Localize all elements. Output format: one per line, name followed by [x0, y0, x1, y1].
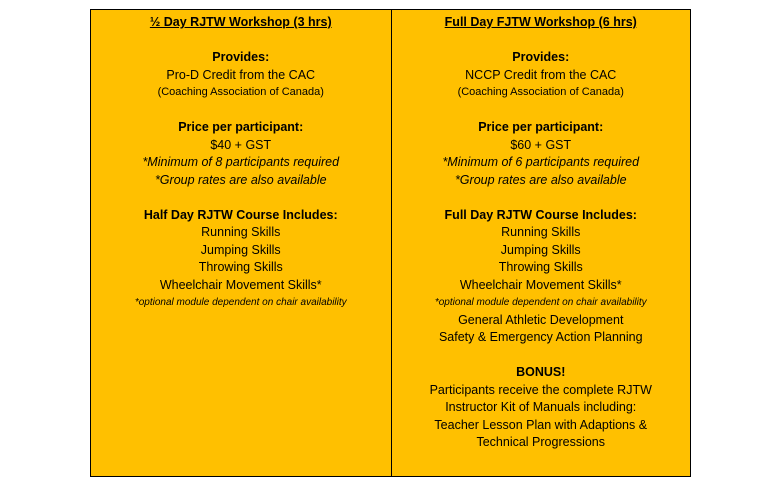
full-day-include-item: Running Skills — [501, 225, 581, 239]
full-day-provides-heading: Provides: — [512, 50, 570, 64]
full-day-include-item: Jumping Skills — [500, 242, 581, 257]
full-day-bonus-line: Instructor Kit of Manuals including: — [445, 400, 637, 414]
full-day-bonus-line: Teacher Lesson Plan with Adaptions & — [434, 417, 648, 432]
full-day-price: $60 + GST — [510, 137, 572, 152]
half-day-title: ½ Day RJTW Workshop (3 hrs) — [149, 15, 332, 29]
full-day-bonus-line: Participants receive the complete RJTW — [429, 382, 652, 397]
half-day-include-item: Throwing Skills — [198, 260, 283, 274]
full-day-extra-include-item: General Athletic Development — [458, 312, 624, 327]
half-day-credit: Pro-D Credit from the CAC — [166, 67, 316, 82]
half-day-optional-note: *optional module dependent on chair availability — [134, 297, 347, 308]
full-day-minimum: *Minimum of 6 participants required — [442, 155, 640, 169]
half-day-credit-org: (Coaching Association of Canada) — [157, 86, 324, 98]
half-day-include-item: Running Skills — [201, 225, 281, 239]
half-day-column — [91, 10, 391, 476]
full-day-bonus-heading: BONUS! — [516, 365, 566, 379]
full-day-title: Full Day FJTW Workshop (6 hrs) — [444, 15, 637, 29]
full-day-credit-org: (Coaching Association of Canada) — [457, 86, 624, 98]
full-day-extra-include-item: Safety & Emergency Action Planning — [438, 330, 643, 344]
full-day-group-rates: *Group rates are also available — [454, 172, 627, 187]
full-day-includes-heading: Full Day RJTW Course Includes: — [444, 207, 637, 222]
half-day-include-item: Jumping Skills — [200, 242, 281, 257]
full-day-include-item: Throwing Skills — [498, 260, 583, 274]
half-day-include-item: Wheelchair Movement Skills* — [159, 277, 322, 292]
half-day-group-rates: *Group rates are also available — [154, 172, 327, 187]
full-day-bonus-line: Technical Progressions — [476, 435, 606, 449]
half-day-price-heading: Price per participant: — [178, 120, 304, 134]
full-day-optional-note: *optional module dependent on chair availability — [434, 297, 647, 308]
half-day-includes-heading: Half Day RJTW Course Includes: — [143, 207, 338, 222]
half-day-minimum: *Minimum of 8 participants required — [142, 155, 340, 169]
full-day-include-item: Wheelchair Movement Skills* — [459, 277, 622, 292]
half-day-provides-heading: Provides: — [212, 50, 270, 64]
workshop-comparison-table — [90, 9, 691, 477]
full-day-column — [391, 10, 691, 476]
full-day-price-heading: Price per participant: — [478, 120, 604, 134]
half-day-price: $40 + GST — [210, 137, 272, 152]
full-day-credit: NCCP Credit from the CAC — [465, 67, 617, 82]
